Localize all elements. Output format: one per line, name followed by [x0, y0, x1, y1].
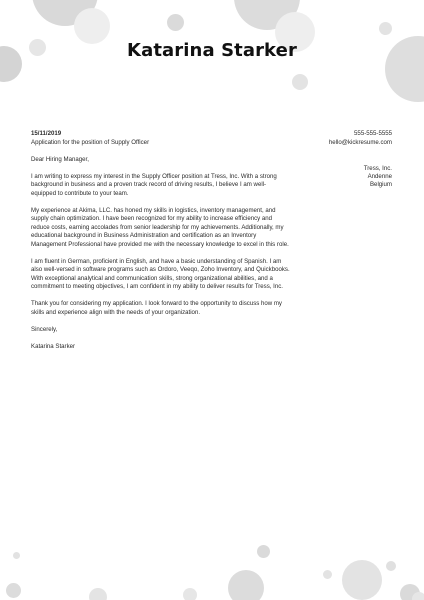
decor-circle — [257, 545, 270, 558]
recipient-city: Andenne — [367, 173, 392, 180]
body-line: Management Professional have provided me with the necessary knowledge to excel in this role. — [31, 241, 289, 248]
body-line: equipped to contribute to your team. — [31, 190, 129, 197]
body-line: background in business and a proven track record of driving results, I believe I am well- — [31, 181, 267, 188]
decor-circle — [379, 22, 392, 35]
body-line: With exceptional analytical and communication skills, strong organizational abilities, and a — [31, 275, 273, 282]
decor-circle — [342, 560, 382, 600]
body-line: reduce costs, earning accolades from senior leadership for my achievements. Additionally, my — [31, 224, 284, 231]
salutation: Dear Hiring Manager, — [31, 156, 89, 163]
applicant-name-heading: Katarina Starker — [127, 40, 297, 61]
body-line: commitment to meeting objectives, I am confident in my ability to deliver results for Tress, Inc. — [31, 283, 283, 290]
body-line: I am fluent in German, proficient in English, and have a basic understanding of Spanish. I am — [31, 258, 282, 265]
decor-circle — [89, 588, 107, 600]
contact-email: hello@kickresume.com — [328, 139, 392, 146]
decor-circle — [412, 592, 424, 600]
decor-circle — [6, 583, 21, 598]
decor-circle — [167, 14, 184, 31]
decor-circle — [386, 561, 396, 571]
decor-circle — [323, 570, 332, 579]
recipient-country: Belgium — [369, 181, 392, 188]
decor-circle — [74, 8, 110, 44]
body-line: educational background in Business Administration and certification as an Inventory — [31, 232, 257, 239]
decor-circle — [183, 588, 197, 600]
letter-subject: Application for the position of Supply Officer — [31, 139, 150, 146]
body-line: My experience at Akima, LLC. has honed my skills in logistics, inventory management, and — [31, 207, 276, 214]
closing: Sincerely, — [31, 326, 58, 333]
decor-circle — [13, 552, 20, 559]
decor-circle — [228, 570, 264, 600]
signature-name: Katarina Starker — [31, 343, 76, 350]
body-line: Thank you for considering my application. I look forward to the opportunity to discuss how my — [31, 300, 282, 307]
contact-phone: 555-555-5555 — [354, 130, 392, 137]
body-line: also well-versed in software programs such as Ordoro, Veeqo, Zoho Inventory, and Quickbooks. — [31, 266, 290, 273]
recipient-company: Tress, Inc. — [363, 165, 392, 172]
body-line: skills and experience align with the needs of your organization. — [31, 309, 201, 316]
letter-date: 15/11/2019 — [31, 130, 62, 137]
decor-circle — [292, 74, 308, 90]
body-line: I am writing to express my interest in the Supply Officer position at Tress, Inc. With a strong — [31, 173, 277, 180]
body-line: supply chain optimization. I have been recognized for my ability to increase efficiency and — [31, 215, 273, 222]
